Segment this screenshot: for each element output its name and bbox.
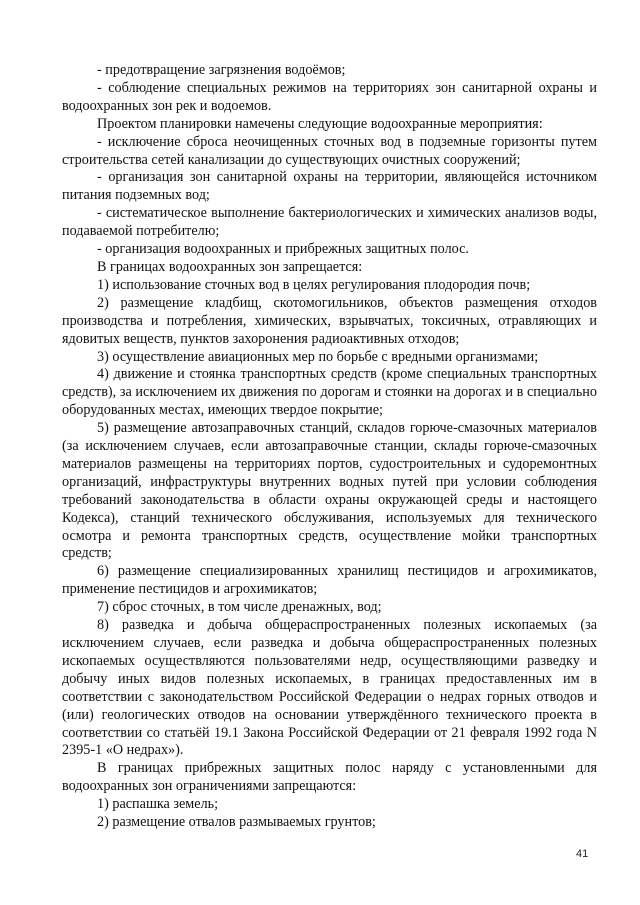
paragraph: - предотвращение загрязнения водоёмов; (97, 62, 346, 78)
paragraph: Проектом планировки намечены следующие водоохранные мероприятия: (97, 115, 543, 132)
paragraph: 2) размещение кладбищ, скотомогильников, объектов размещения отходов производства и потребления, химических, взрывчатых, токсичных, отравляющих и ядовитых веществ, пунктов захоронения радиоактивных отходов; (62, 294, 597, 347)
paragraph: В границах прибрежных защитных полос наряду с установленными для водоохранных зон ограничениями запрещаются: (62, 760, 597, 795)
paragraph: 2) размещение отвалов размываемых грунтов; (97, 814, 376, 831)
paragraph: - организация зон санитарной охраны на территории, являющейся источником питания подземных вод; (62, 169, 597, 204)
paragraph: 4) движение и стоянка транспортных средств (кроме специальных транспортных средств), за исключением их движения по дорогам и стоянки на дорогах и в специально оборудованных местах, имеющих твердое покрытие; (62, 366, 597, 419)
paragraph: 3) осуществление авиационных мер по борьбе с вредными организмами; (97, 348, 539, 365)
paragraph: - организация водоохранных и прибрежных защитных полос. (97, 241, 469, 258)
paragraph: 1) использование сточных вод в целях регулирования плодородия почв; (97, 276, 531, 293)
document-body (62, 62, 597, 832)
paragraph: 8) разведка и добыча общераспространенных полезных ископаемых (за исключением случаев, если разведка и добыча общераспространенных полезных ископаемых осуществляются пользователями недр, осуществляющими разведку и добычу иных видов полезных ископаемых, в границах предоставленных им в соответствии с законодательством Российской Федерации о недрах горных отводов и (или) геологических отводов на основании утверждённого технического проекта в соответствии со статьёй 19.1 Закона Российской Федерации от 21 февраля 1992 года N 2395-1 «О недрах»). (62, 617, 597, 759)
page-number: 41 (576, 848, 589, 860)
paragraph: В границах водоохранных зон запрещается: (97, 258, 363, 275)
paragraph: 5) размещение автозаправочных станций, складов горюче-смазочных материалов (за исключением случаев, если автозаправочные станции, склады горюче-смазочных материалов размещены на территориях портов, судостроительных и судоремонтных организаций, инфраструктуры внутренних водных путей при условии соблюдения требований законодательства в области охраны окружающей среды и настоящего Кодекса), станций технического обслуживания, используемых для технического осмотра и ремонта транспортных средств, осуществление мойки транспортных средств; (62, 420, 597, 562)
paragraph: - систематическое выполнение бактериологических и химических анализов воды, подаваемой потребителю; (62, 205, 597, 240)
paragraph: - исключение сброса неочищенных сточных вод в подземные горизонты путем строительства сетей канализации до существующих очистных сооружений; (62, 133, 597, 168)
paragraph: 6) размещение специализированных хранилищ пестицидов и агрохимикатов, применение пестицидов и агрохимикатов; (62, 563, 597, 598)
paragraph: 7) сброс сточных, в том числе дренажных, вод; (97, 599, 382, 616)
paragraph: 1) распашка земель; (97, 796, 219, 813)
paragraph: - соблюдение специальных режимов на территориях зон санитарной охраны и водоохранных зон рек и водоемов. (62, 79, 597, 114)
